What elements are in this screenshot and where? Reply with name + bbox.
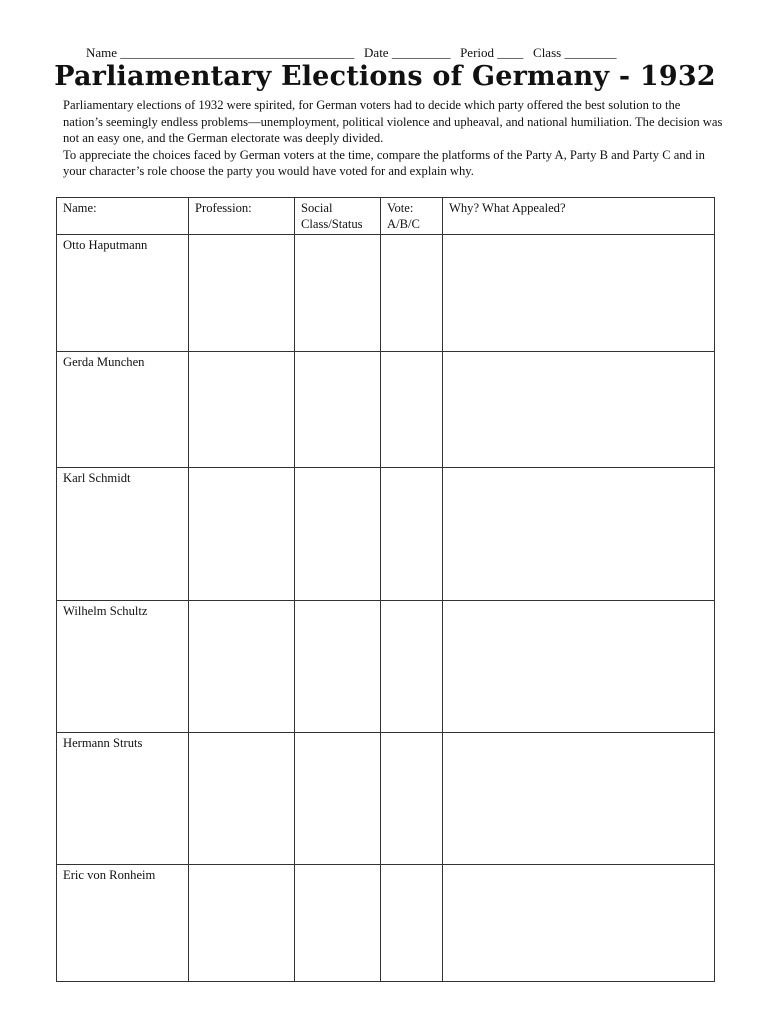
- vote-cell[interactable]: [381, 235, 443, 352]
- table-row: [57, 235, 715, 352]
- social-class-cell[interactable]: [295, 733, 381, 865]
- character-name-cell: Gerda Munchen: [57, 352, 189, 468]
- table-row: [57, 352, 715, 468]
- character-name-cell: Hermann Struts: [57, 733, 189, 865]
- social-class-cell[interactable]: [295, 601, 381, 733]
- column-header-why: Why? What Appealed?: [443, 198, 715, 235]
- voter-worksheet-table: [56, 197, 715, 982]
- intro-paragraph-1: Parliamentary elections of 1932 were spirited, for German voters had to decide which party offered the best solution to the nation’s seemingly endless problems—unemployment, political violence and upheaval, and national humiliation. The decision was not an easy one, and the German electorate was deeply divided.: [63, 98, 723, 145]
- character-name-cell: Otto Haputmann: [57, 235, 189, 352]
- profession-cell[interactable]: [189, 865, 295, 982]
- intro-text: [63, 97, 723, 180]
- column-header-name: Name:: [57, 198, 189, 235]
- profession-cell[interactable]: [189, 235, 295, 352]
- table-row: [57, 733, 715, 865]
- profession-cell[interactable]: [189, 468, 295, 601]
- social-class-label-line1: Social: [301, 201, 333, 215]
- why-cell[interactable]: [443, 601, 715, 733]
- student-info-line[interactable]: Name ____________________________________ Date _________ Period ____ Class ________: [86, 45, 617, 60]
- why-cell[interactable]: [443, 235, 715, 352]
- social-class-cell[interactable]: [295, 235, 381, 352]
- table-header-row: [57, 198, 715, 235]
- page-title: Parliamentary Elections of Germany - 1932: [54, 61, 716, 92]
- profession-cell[interactable]: [189, 601, 295, 733]
- vote-cell[interactable]: [381, 468, 443, 601]
- table-row: [57, 601, 715, 733]
- vote-label-line2: A/B/C: [387, 217, 420, 231]
- why-cell[interactable]: [443, 352, 715, 468]
- vote-cell[interactable]: [381, 601, 443, 733]
- character-name-cell: Wilhelm Schultz: [57, 601, 189, 733]
- column-header-social-class: [295, 198, 381, 235]
- social-class-cell[interactable]: [295, 865, 381, 982]
- character-name-cell: Karl Schmidt: [57, 468, 189, 601]
- table-row: [57, 865, 715, 982]
- why-cell[interactable]: [443, 468, 715, 601]
- vote-label-line1: Vote:: [387, 201, 414, 215]
- social-class-cell[interactable]: [295, 468, 381, 601]
- social-class-label-line2: Class/Status: [301, 217, 363, 231]
- social-class-cell[interactable]: [295, 352, 381, 468]
- intro-paragraph-2: To appreciate the choices faced by German voters at the time, compare the platforms of the Party A, Party B and Party C and in your character’s role choose the party you would have voted for and explain why.: [63, 147, 705, 178]
- character-name-cell: Eric von Ronheim: [57, 865, 189, 982]
- profession-cell[interactable]: [189, 352, 295, 468]
- vote-cell[interactable]: [381, 352, 443, 468]
- column-header-vote: [381, 198, 443, 235]
- vote-cell[interactable]: [381, 865, 443, 982]
- why-cell[interactable]: [443, 865, 715, 982]
- table-row: [57, 468, 715, 601]
- profession-cell[interactable]: [189, 733, 295, 865]
- vote-cell[interactable]: [381, 733, 443, 865]
- column-header-profession: Profession:: [189, 198, 295, 235]
- why-cell[interactable]: [443, 733, 715, 865]
